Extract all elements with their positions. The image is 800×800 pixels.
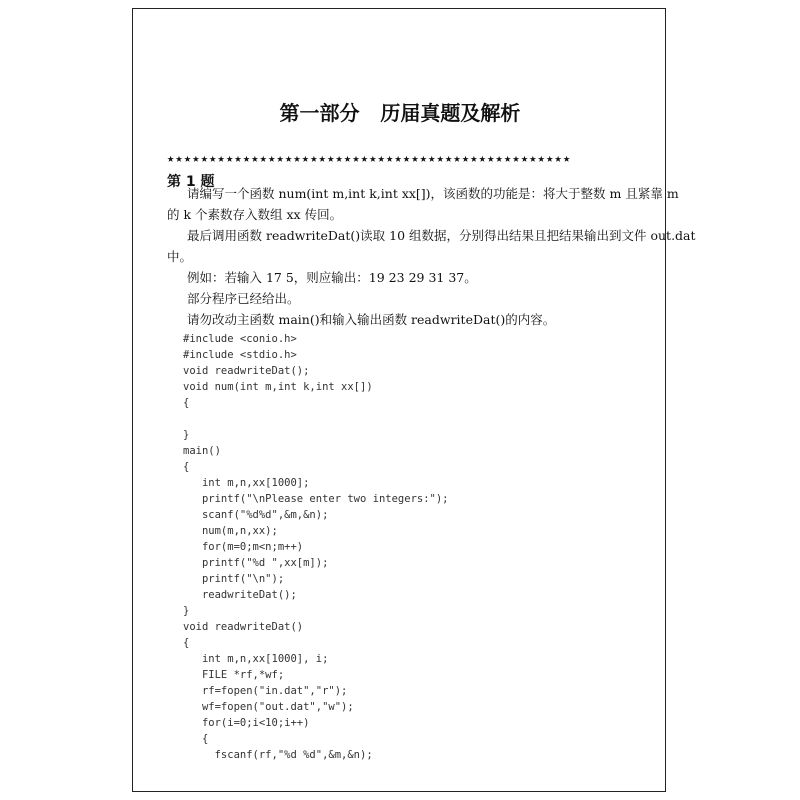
code-line: { xyxy=(183,733,209,745)
paragraph-line: 请编写一个函数 num(int m,int k,int xx[])，该函数的功能是：将大于整数 m 且紧靠 m xyxy=(187,186,679,201)
code-line: void readwriteDat(); xyxy=(183,365,310,377)
code-line: { xyxy=(183,461,190,473)
question-title: 第 1 题 xyxy=(167,174,215,190)
code-line: { xyxy=(183,637,190,649)
paragraph-line: 部分程序已经给出。 xyxy=(187,291,300,306)
code-line: void readwriteDat() xyxy=(183,621,304,633)
code-line: int m,n,xx[1000], i; xyxy=(183,653,329,665)
code-line: #include <conio.h> xyxy=(183,333,297,345)
code-line: int m,n,xx[1000]; xyxy=(183,477,310,489)
code-line: } xyxy=(183,605,190,617)
code-line: scanf("%d%d",&m,&n); xyxy=(183,509,329,521)
paragraph-line: 中。 xyxy=(167,249,193,264)
code-line: #include <stdio.h> xyxy=(183,349,297,361)
code-line: num(m,n,xx); xyxy=(183,525,278,537)
code-line: printf("%d ",xx[m]); xyxy=(183,557,329,569)
part-title: 第一部分 历届真题及解析 xyxy=(279,101,521,125)
document-page xyxy=(132,8,696,792)
code-line: for(i=0;i<10;i++) xyxy=(183,717,310,729)
code-line: { xyxy=(183,397,190,409)
code-line: printf("\n"); xyxy=(183,573,285,585)
paragraph-line: 例如：若输入 17 5，则应输出：19 23 29 31 37。 xyxy=(187,270,477,285)
paragraph-line: 请勿改动主函数 main()和输入输出函数 readwriteDat()的内容。 xyxy=(187,312,556,327)
code-line: printf("\nPlease enter two integers:"); xyxy=(183,493,449,505)
code-line: readwriteDat(); xyxy=(183,589,297,601)
paragraph-line: 最后调用函数 readwriteDat()读取 10 组数据，分别得出结果且把结果输出到文件 out.dat xyxy=(187,228,696,243)
code-line: fscanf(rf,"%d %d",&m,&n); xyxy=(183,749,373,761)
paragraph-line: 的 k 个素数存入数组 xx 传回。 xyxy=(167,207,343,222)
code-line: rf=fopen("in.dat","r"); xyxy=(183,685,348,697)
star-separator: ★★★★★★★★★★★★★★★★★★★★★★★★★★★★★★★★★★★★★★★★★★★★★★★★ xyxy=(167,151,572,165)
code-line: FILE *rf,*wf; xyxy=(183,669,285,681)
code-line: for(m=0;m<n;m++) xyxy=(183,541,304,553)
code-line: wf=fopen("out.dat","w"); xyxy=(183,701,354,713)
code-line: } xyxy=(183,429,190,441)
code-line: main() xyxy=(183,445,221,457)
code-line: void num(int m,int k,int xx[]) xyxy=(183,381,373,393)
